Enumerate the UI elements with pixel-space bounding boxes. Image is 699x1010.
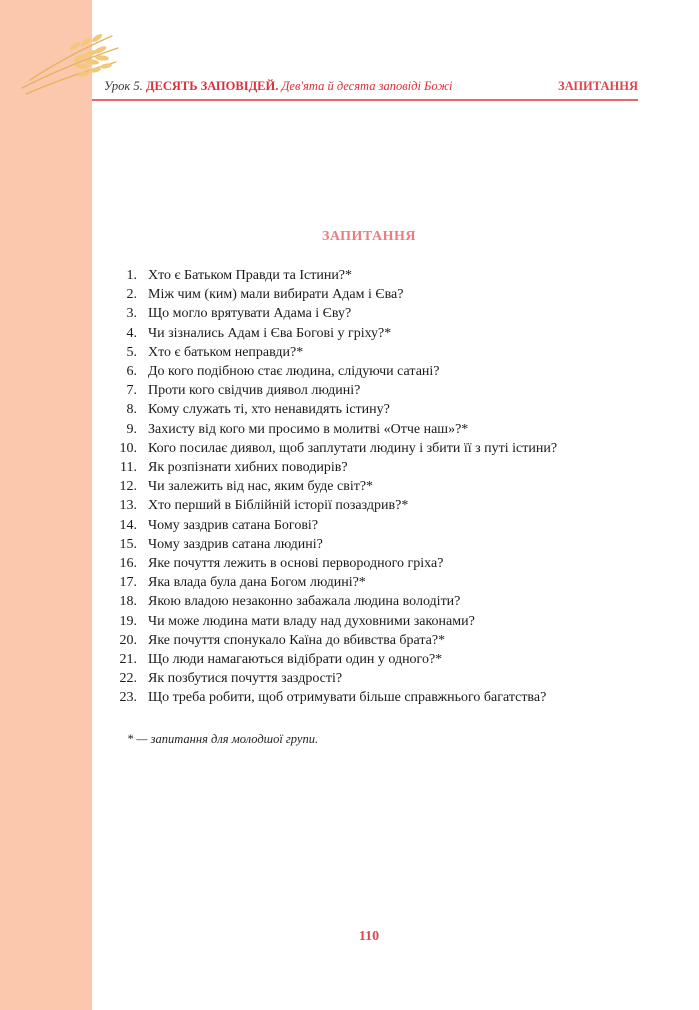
item-number: 17. — [119, 575, 137, 591]
question-text: Хто перший в Біблійній історії позаздрив?* — [148, 498, 409, 514]
list-item — [108, 535, 648, 554]
list-item — [108, 688, 648, 707]
question-text: Яке почуття спонукало Каїна до вбивства брата?* — [148, 632, 446, 648]
list-item — [108, 304, 648, 323]
list-item — [108, 669, 648, 688]
item-number: 12. — [119, 479, 137, 495]
question-text: Чи залежить від нас, яким буде світ?* — [148, 479, 374, 495]
list-item — [108, 458, 648, 477]
question-text: Яка влада була дана Богом людині?* — [148, 575, 366, 591]
page-number: 110 — [358, 929, 380, 944]
question-text: Чому заздрив сатана Богові? — [148, 517, 319, 533]
header-divider — [92, 99, 638, 101]
item-number: 9. — [126, 421, 137, 437]
list-item — [108, 650, 648, 669]
item-number: 18. — [119, 594, 137, 610]
question-text: Чи може людина мати владу над духовними законами? — [148, 613, 475, 629]
question-text: Чому заздрив сатана людині? — [148, 536, 323, 552]
item-number: 3. — [126, 306, 137, 322]
question-text: Хто є батьком неправди?* — [148, 344, 304, 360]
item-number: 5. — [126, 344, 137, 360]
list-item — [108, 592, 648, 611]
item-number: 13. — [119, 498, 137, 514]
item-number: 6. — [126, 364, 137, 380]
list-item — [108, 400, 648, 419]
question-text: Якою владою незаконно забажала людина володіти? — [148, 594, 461, 610]
list-item — [108, 516, 648, 535]
question-text: Кого посилає диявол, щоб заплутати людину і збити її з путі істини? — [148, 440, 558, 456]
running-header — [104, 78, 638, 94]
question-text: Що могло врятувати Адама і Єву? — [148, 306, 352, 322]
list-item — [108, 324, 648, 343]
question-text: Що люди намагаються відібрати один у одного?* — [148, 652, 443, 668]
item-number: 2. — [126, 287, 137, 303]
item-number: 8. — [126, 402, 137, 418]
item-number: 11. — [120, 460, 137, 476]
question-text: Як розпізнати хибних поводирів? — [148, 460, 348, 476]
list-item — [108, 266, 648, 285]
item-number: 15. — [119, 536, 137, 552]
question-text: Як позбутися почуття заздрості? — [148, 671, 343, 687]
item-number: 14. — [119, 517, 137, 533]
lesson-number: Урок 5. — [104, 79, 143, 93]
list-item — [108, 496, 648, 515]
item-number: 1. — [126, 268, 137, 283]
item-number: 4. — [126, 325, 137, 341]
side-color-band — [0, 0, 92, 1010]
item-number: 23. — [119, 690, 137, 706]
question-text: Чи зізнались Адам і Єва Богові у гріху?* — [148, 325, 392, 341]
header-section-label: ЗАПИТАННЯ — [558, 79, 638, 93]
footnote: * — запитання для молодшої групи. — [127, 732, 319, 746]
lesson-topic: ДЕСЯТЬ ЗАПОВІДЕЙ. — [145, 79, 279, 93]
list-item — [108, 343, 648, 362]
item-number: 20. — [119, 632, 137, 648]
question-text: Проти кого свідчив диявол людині? — [148, 383, 361, 399]
item-number: 19. — [119, 613, 137, 629]
item-number: 16. — [119, 556, 137, 572]
item-number: 22. — [119, 671, 137, 687]
list-item — [108, 285, 648, 304]
question-text: Кому служать ті, хто ненавидять істину? — [148, 402, 390, 418]
question-text: Що треба робити, щоб отримувати більше справжнього багатства? — [148, 690, 547, 706]
list-item — [108, 420, 648, 439]
list-item — [108, 477, 648, 496]
list-item — [108, 554, 648, 573]
list-item — [108, 573, 648, 592]
item-number: 21. — [119, 652, 137, 668]
list-item — [108, 439, 648, 458]
page-title: ЗАПИТАННЯ — [321, 229, 417, 244]
list-item — [108, 381, 648, 400]
lesson-subtopic: Дев'ята й десята заповіді Божі — [281, 79, 453, 93]
question-text: Захисту від кого ми просимо в молитві «Отче наш»?* — [148, 421, 469, 437]
questions-list — [108, 266, 648, 708]
question-text: Між чим (ким) мали вибирати Адам і Єва? — [148, 287, 404, 303]
list-item — [108, 362, 648, 381]
question-text: До кого подібною стає людина, слідуючи сатані? — [148, 364, 440, 380]
list-item — [108, 612, 648, 631]
question-text: Хто є Батьком Правди та Істини?* — [148, 268, 353, 283]
question-text: Яке почуття лежить в основі первородного гріха? — [148, 556, 444, 572]
item-number: 10. — [119, 440, 137, 456]
list-item — [108, 631, 648, 650]
item-number: 7. — [126, 383, 137, 399]
